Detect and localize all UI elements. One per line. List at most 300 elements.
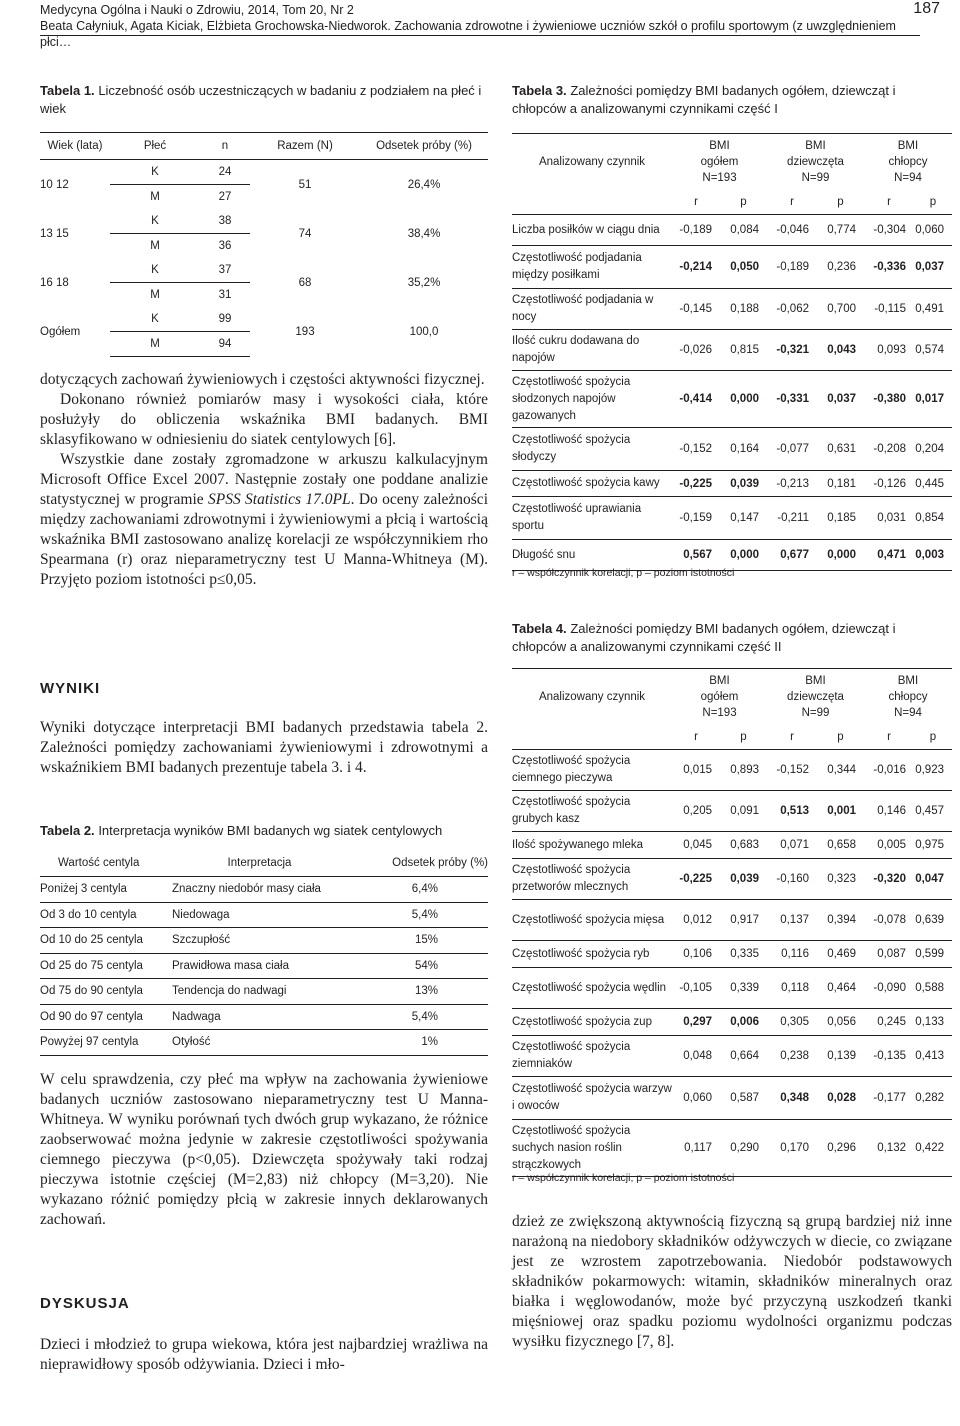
age-group: 13 15 — [40, 227, 69, 240]
factor-label: Częstotliwość spożycia słodyczy — [512, 428, 672, 471]
table-row — [40, 1004, 488, 1030]
r-value: 0,132 — [864, 1120, 914, 1177]
factor-label: Częstotliwość spożycia wędlin — [512, 968, 672, 1009]
table1-caption-text: Liczebność osób uczestniczących w badaniu z podziałem na płeć i wiek — [40, 83, 482, 116]
running-header — [40, 2, 920, 50]
centile-cell: Od 25 do 75 centyla — [40, 953, 172, 979]
stat-subheader: r — [672, 725, 720, 750]
group-header-line: BMI — [709, 140, 730, 152]
table-row — [512, 540, 952, 571]
n-cell: 94 — [200, 332, 250, 357]
article-citation: Beata Całyniuk, Agata Kiciak, Elżbieta Grochowska-Niedworok. Zachowania zdrowotne i żywieniowe uczniów szkół o profilu sportowym (z uwzględnieniem płci… — [40, 19, 896, 49]
share-cell: 13% — [347, 979, 488, 1005]
centile-cell: Od 90 do 97 centyla — [40, 1004, 172, 1030]
table-row — [512, 750, 952, 791]
factor-header: Analizowany czynnik — [512, 134, 672, 191]
share-cell: 54% — [347, 953, 488, 979]
n-cell: 36 — [218, 240, 232, 252]
discussion-paragraph: Dzieci i młodzież to grupa wiekowa, która jest najbardziej wrażliwa na nieprawidłowy sposób odżywiania. Dzieci i mło- — [40, 1336, 488, 1373]
group-header-line: BMI — [805, 140, 826, 152]
r-value: -0,026 — [672, 330, 720, 371]
table2-col-header: Odsetek próby (%) — [347, 850, 488, 877]
factor-label: Częstotliwość podjadania między posiłkami — [512, 246, 672, 289]
r-value: 0,117 — [672, 1120, 720, 1177]
group-header-line: dziewczęta — [787, 156, 844, 168]
r-value: 0,245 — [864, 1009, 914, 1036]
factor-label: Ilość spożywanego mleka — [512, 832, 672, 859]
p-value: 0,923 — [914, 750, 952, 791]
p-value: 0,815 — [720, 330, 767, 371]
r-value: -0,152 — [767, 750, 817, 791]
r-value: -0,078 — [864, 900, 914, 941]
p-value: 0,282 — [914, 1077, 952, 1120]
table-row — [40, 307, 488, 332]
p-value: 0,039 — [720, 859, 767, 900]
r-value: 0,137 — [767, 900, 817, 941]
table3 — [512, 133, 952, 571]
p-value: 0,047 — [914, 859, 952, 900]
total-cell: 74 — [298, 227, 312, 240]
p-value: 0,854 — [914, 497, 952, 540]
sex-cell: K — [110, 307, 200, 332]
factor-label: Częstotliwość spożycia grubych kasz — [512, 791, 672, 832]
p-value: 0,599 — [914, 941, 952, 968]
table-row — [512, 941, 952, 968]
software-name: SPSS Statistics 17.0PL — [207, 491, 351, 508]
p-value: 0,037 — [914, 246, 952, 289]
methods-text — [40, 370, 488, 590]
r-value: 0,677 — [767, 540, 817, 571]
r-value: -0,135 — [864, 1036, 914, 1077]
group-header-line: BMI — [897, 140, 919, 152]
percent-cell: 38,4% — [407, 227, 441, 240]
interpretation-cell: Tendencja do nadwagi — [172, 979, 347, 1005]
r-value: -0,213 — [767, 471, 817, 497]
age-group: Ogółem — [40, 325, 81, 338]
table-row — [512, 289, 952, 330]
table1-col-header: Wiek (lata) — [40, 133, 110, 160]
r-value: 0,205 — [672, 791, 720, 832]
table2-caption-text: Interpretacja wyników BMI badanych wg siatek centylowych — [98, 823, 443, 838]
r-value: -0,090 — [864, 968, 914, 1009]
table1-col-header: n — [200, 133, 250, 160]
sex-cell: K — [110, 160, 200, 185]
table2 — [40, 850, 488, 1056]
group-header-line: BMI — [897, 675, 919, 687]
p-value: 0,164 — [720, 428, 767, 471]
p-value: 0,204 — [914, 428, 952, 471]
p-value: 0,335 — [720, 941, 767, 968]
methods-paragraph-1: dotyczących zachowań żywieniowych i częstości aktywności fizycznej. — [40, 371, 485, 388]
centile-cell: Od 10 do 25 centyla — [40, 928, 172, 954]
table4-label: Tabela 4. — [512, 621, 567, 636]
r-value: -0,320 — [864, 859, 914, 900]
factor-label: Długość snu — [512, 540, 672, 571]
age-group: 16 18 — [40, 276, 69, 289]
p-value: 0,774 — [817, 215, 864, 246]
p-value: 0,491 — [914, 289, 952, 330]
r-value: -0,189 — [767, 246, 817, 289]
table-row — [40, 1030, 488, 1056]
page-number: 187 — [913, 0, 940, 17]
table-row — [512, 215, 952, 246]
p-value: 0,000 — [720, 371, 767, 428]
stat-subheader: p — [817, 725, 864, 750]
bmi-group-header — [767, 669, 864, 726]
r-value: 0,031 — [864, 497, 914, 540]
r-value: 0,348 — [767, 1077, 817, 1120]
r-value: 0,015 — [672, 750, 720, 791]
discussion-continued: dzież ze zwiększoną aktywnością fizyczną są grupą bardziej niż inne narażoną na niedobory składników odżywczych w diecie, co związane jest ze wzrostem zapotrzebowania. Niedobór podstawowych składników pokarmowych: witamin, składników mineralnych oraz białka i węglowodanów, może być przyczyną uszkodzeń tkanki mięśniowej oraz spadku poziomu wydolności organizmu podczas wysiłku fizycznego [7, 8]. — [512, 1213, 952, 1350]
group-header-line: ogółem — [700, 691, 739, 703]
stat-subheader: p — [914, 725, 952, 750]
table2-col-header: Wartość centyla — [40, 850, 172, 877]
table-row — [512, 1120, 952, 1177]
spacer-cell — [512, 190, 672, 215]
interpretation-cell: Nadwaga — [172, 1004, 347, 1030]
r-value: 0,106 — [672, 941, 720, 968]
sex-cell: M — [150, 240, 160, 252]
p-value: 0,344 — [817, 750, 864, 791]
r-value: -0,214 — [672, 246, 720, 289]
table-row — [40, 209, 488, 234]
group-header-line: N=99 — [801, 707, 830, 719]
sex-cell: K — [110, 209, 200, 234]
p-value: 0,147 — [720, 497, 767, 540]
table-row — [512, 471, 952, 497]
r-value: -0,105 — [672, 968, 720, 1009]
sex-cell: M — [150, 289, 160, 301]
bmi-group-header — [672, 669, 767, 726]
table4-note: r – współczynnik korelacji, p – poziom istotności — [512, 1172, 735, 1184]
table-row — [40, 160, 488, 185]
p-value: 0,339 — [720, 968, 767, 1009]
p-value: 0,185 — [817, 497, 864, 540]
table3-caption-text: Zależności pomiędzy BMI badanych ogółem, dziewcząt i chłopców a analizowanymi czynnikami część I — [512, 83, 896, 116]
p-value: 0,290 — [720, 1120, 767, 1177]
r-value: -0,152 — [672, 428, 720, 471]
age-group: 10 12 — [40, 178, 69, 191]
n-cell: 31 — [218, 289, 232, 301]
group-header-line: BMI — [805, 675, 826, 687]
p-value: 0,413 — [914, 1036, 952, 1077]
table-row — [512, 428, 952, 471]
r-value: 0,567 — [672, 540, 720, 571]
r-value: 0,146 — [864, 791, 914, 832]
results-paragraph: Wyniki dotyczące interpretacji BMI badanych przedstawia tabela 2. Zależności pomiędzy zachowaniami żywieniowymi i zdrowotnymi a wskaźnikiem BMI badanych prezentuje tabela 3. i 4. — [40, 719, 488, 776]
p-value: 0,464 — [817, 968, 864, 1009]
methods-paragraph-2: Dokonano również pomiarów masy i wysokości ciała, które posłużyły do obliczenia wskaźnika BMI badanych. BMI sklasyfikowano w odniesieniu do siatek centylowych [6]. — [40, 391, 488, 448]
group-header-line: N=94 — [894, 707, 922, 719]
journal-name: Medycyna Ogólna i Nauki o Zdrowiu, 2014, Tom 20, Nr 2 — [40, 3, 354, 17]
table2-label: Tabela 2. — [40, 823, 95, 838]
bmi-group-header — [767, 134, 864, 191]
interpretation-cell: Szczupłość — [172, 928, 347, 954]
table-row — [512, 859, 952, 900]
group-header-line: N=99 — [801, 172, 830, 184]
p-value: 0,639 — [914, 900, 952, 941]
factor-label: Częstotliwość spożycia zup — [512, 1009, 672, 1036]
factor-label: Częstotliwość podjadania w nocy — [512, 289, 672, 330]
table-row — [512, 246, 952, 289]
table-row — [40, 258, 488, 283]
factor-label: Częstotliwość spożycia ryb — [512, 941, 672, 968]
p-value: 0,457 — [914, 791, 952, 832]
table1-label: Tabela 1. — [40, 83, 95, 98]
table-row — [40, 979, 488, 1005]
percent-cell: 35,2% — [407, 276, 441, 289]
p-value: 0,394 — [817, 900, 864, 941]
r-value: -0,336 — [864, 246, 914, 289]
sex-cell: K — [110, 258, 200, 283]
r-value: 0,093 — [864, 330, 914, 371]
group-header-line: chłopcy — [888, 156, 928, 168]
r-value: -0,380 — [864, 371, 914, 428]
centile-cell: Od 3 do 10 centyla — [40, 902, 172, 928]
percent-cell: 26,4% — [407, 178, 441, 191]
r-value: -0,115 — [864, 289, 914, 330]
stat-subheader: p — [720, 190, 767, 215]
factor-label: Liczba posiłków w ciągu dnia — [512, 215, 672, 246]
p-value: 0,006 — [720, 1009, 767, 1036]
r-value: -0,208 — [864, 428, 914, 471]
r-value: 0,513 — [767, 791, 817, 832]
header-divider — [40, 35, 920, 36]
share-cell: 15% — [347, 928, 488, 954]
table-row — [40, 902, 488, 928]
r-value: -0,331 — [767, 371, 817, 428]
factor-label: Częstotliwość spożycia słodzonych napojów gazowanych — [512, 371, 672, 428]
n-cell: 99 — [200, 307, 250, 332]
table-row — [512, 832, 952, 859]
spacer-cell — [512, 725, 672, 750]
group-header-line: N=94 — [894, 172, 922, 184]
table-row — [512, 1036, 952, 1077]
p-value: 0,091 — [720, 791, 767, 832]
r-value: -0,321 — [767, 330, 817, 371]
table3-caption — [512, 82, 952, 118]
centile-cell: Od 75 do 90 centyla — [40, 979, 172, 1005]
p-value: 0,700 — [817, 289, 864, 330]
p-value: 0,296 — [817, 1120, 864, 1177]
group-header-line: ogółem — [700, 156, 739, 168]
r-value: -0,126 — [864, 471, 914, 497]
table-row — [512, 968, 952, 1009]
table3-label: Tabela 3. — [512, 83, 567, 98]
factor-label: Częstotliwość uprawiania sportu — [512, 497, 672, 540]
bmi-group-header — [864, 669, 952, 726]
table-row — [512, 497, 952, 540]
p-value: 0,236 — [817, 246, 864, 289]
stat-subheader: r — [864, 190, 914, 215]
factor-label: Częstotliwość spożycia warzyw i owoców — [512, 1077, 672, 1120]
r-value: -0,304 — [864, 215, 914, 246]
r-value: 0,118 — [767, 968, 817, 1009]
table1-caption — [40, 82, 490, 118]
r-value: -0,177 — [864, 1077, 914, 1120]
p-value: 0,683 — [720, 832, 767, 859]
r-value: -0,414 — [672, 371, 720, 428]
factor-label: Częstotliwość spożycia kawy — [512, 471, 672, 497]
r-value: -0,016 — [864, 750, 914, 791]
section-title-discussion: DYSKUSJA — [40, 1295, 130, 1312]
p-value: 0,050 — [720, 246, 767, 289]
table2-caption — [40, 822, 490, 840]
p-value: 0,000 — [817, 540, 864, 571]
p-value: 0,000 — [720, 540, 767, 571]
total-cell: 51 — [298, 178, 312, 191]
total-cell: 68 — [298, 276, 312, 289]
n-cell: 24 — [200, 160, 250, 185]
r-value: 0,045 — [672, 832, 720, 859]
methods-paragraph-3: Wszystkie dane zostały zgromadzone w arkuszu kalkulacyjnym Microsoft Office Excel 2007. Następnie zostały one poddane analizie statystycznej w programie SPSS Statistics 17.0PL. Do oceny zależności między zachowaniami zdrowotnymi i żywieniowymi a płcią i wartością wskaźnika BMI zastosowano analizę korelacji ze współczynnikiem rho Spearmana (r) oraz nieparametryczny test U Manna-Whitneya (M). Przyjęto poziom istotności p≤0,05. — [40, 451, 488, 588]
n-cell: 27 — [218, 191, 232, 203]
r-value: -0,062 — [767, 289, 817, 330]
r-value: 0,060 — [672, 1077, 720, 1120]
factor-label: Częstotliwość spożycia mięsa — [512, 900, 672, 941]
r-value: -0,160 — [767, 859, 817, 900]
r-value: 0,087 — [864, 941, 914, 968]
section-title-results: WYNIKI — [40, 680, 101, 697]
r-value: -0,077 — [767, 428, 817, 471]
table4-caption-text: Zależności pomiędzy BMI badanych ogółem, dziewcząt i chłopców a analizowanymi czynnikami część II — [512, 621, 896, 654]
stat-subheader: p — [720, 725, 767, 750]
percent-cell: 100,0 — [409, 325, 439, 338]
table1-col-header: Razem (N) — [250, 133, 360, 160]
share-cell: 5,4% — [347, 1004, 488, 1030]
group-header-line: chłopcy — [888, 691, 928, 703]
p-value: 0,975 — [914, 832, 952, 859]
p-value: 0,664 — [720, 1036, 767, 1077]
p-value: 0,445 — [914, 471, 952, 497]
table2-col-header: Interpretacja — [172, 850, 347, 877]
p-value: 0,631 — [817, 428, 864, 471]
p-value: 0,028 — [817, 1077, 864, 1120]
table-row — [512, 1077, 952, 1120]
factor-label: Częstotliwość spożycia ziemniaków — [512, 1036, 672, 1077]
share-cell: 6,4% — [347, 877, 488, 903]
p-value: 0,917 — [720, 900, 767, 941]
sex-cell: M — [150, 191, 160, 203]
r-value: 0,297 — [672, 1009, 720, 1036]
p-value: 0,588 — [914, 968, 952, 1009]
r-value: -0,211 — [767, 497, 817, 540]
table-row — [512, 1009, 952, 1036]
sex-cell: M — [110, 332, 200, 357]
p-value: 0,139 — [817, 1036, 864, 1077]
p-value: 0,043 — [817, 330, 864, 371]
factor-label: Częstotliwość spożycia ciemnego pieczywa — [512, 750, 672, 791]
p-value: 0,037 — [817, 371, 864, 428]
table-row — [40, 877, 488, 903]
r-value: -0,189 — [672, 215, 720, 246]
table-row — [512, 330, 952, 371]
factor-label: Częstotliwość spożycia suchych nasion roślin strączkowych — [512, 1120, 672, 1177]
p-value: 0,422 — [914, 1120, 952, 1177]
factor-header: Analizowany czynnik — [512, 669, 672, 726]
r-value: 0,471 — [864, 540, 914, 571]
r-value: -0,225 — [672, 471, 720, 497]
centile-cell: Powyżej 97 centyla — [40, 1030, 172, 1056]
sex-comparison-paragraph: W celu sprawdzenia, czy płeć ma wpływ na zachowania żywieniowe badanych uczniów zastosowano nieparametryczny test U Manna-Whitneya. W wyniku porównań tych dwóch grup wykazano, że różnice zaobserwować można jedynie w zakresie częstotliwości spożywania ciemnego pieczywa (p<0,05). Dziewczęta spożywały taki rodzaj pieczywa istotnie częściej (M=2,83) niż chłopcy (M=3,20). Nie wykazano różnić pomiędzy płcią w zakresie innych deklarowanych zachowań. — [40, 1071, 488, 1228]
bmi-group-header — [672, 134, 767, 191]
stat-subheader: r — [672, 190, 720, 215]
r-value: 0,170 — [767, 1120, 817, 1177]
p-value: 0,574 — [914, 330, 952, 371]
p-value: 0,003 — [914, 540, 952, 571]
table-row — [512, 791, 952, 832]
r-value: -0,046 — [767, 215, 817, 246]
group-header-line: BMI — [709, 675, 730, 687]
total-cell: 193 — [295, 325, 315, 338]
stat-subheader: p — [817, 190, 864, 215]
p-value: 0,587 — [720, 1077, 767, 1120]
group-header-line: N=193 — [702, 707, 737, 719]
factor-label: Ilość cukru dodawana do napojów — [512, 330, 672, 371]
n-cell: 38 — [200, 209, 250, 234]
p-value: 0,060 — [914, 215, 952, 246]
n-cell: 37 — [200, 258, 250, 283]
r-value: 0,071 — [767, 832, 817, 859]
r-value: 0,238 — [767, 1036, 817, 1077]
table-row — [40, 928, 488, 954]
share-cell: 1% — [347, 1030, 488, 1056]
table3-note: r – współczynnik korelacji, p – poziom istotności — [512, 567, 735, 579]
p-value: 0,017 — [914, 371, 952, 428]
p-value: 0,039 — [720, 471, 767, 497]
r-value: 0,005 — [864, 832, 914, 859]
r-value: 0,116 — [767, 941, 817, 968]
p-value: 0,001 — [817, 791, 864, 832]
interpretation-cell: Niedowaga — [172, 902, 347, 928]
p-value: 0,181 — [817, 471, 864, 497]
table1-col-header: Płeć — [110, 133, 200, 160]
stat-subheader: r — [864, 725, 914, 750]
p-value: 0,323 — [817, 859, 864, 900]
group-header-line: N=193 — [702, 172, 737, 184]
r-value: 0,305 — [767, 1009, 817, 1036]
r-value: -0,145 — [672, 289, 720, 330]
table4-caption — [512, 620, 952, 656]
p-value: 0,469 — [817, 941, 864, 968]
r-value: 0,048 — [672, 1036, 720, 1077]
stat-subheader: r — [767, 725, 817, 750]
stat-subheader: p — [914, 190, 952, 215]
interpretation-cell: Znaczny niedobór masy ciała — [172, 877, 347, 903]
table-row — [512, 900, 952, 941]
table4 — [512, 668, 952, 1177]
p-value: 0,658 — [817, 832, 864, 859]
p-value: 0,188 — [720, 289, 767, 330]
p-value: 0,056 — [817, 1009, 864, 1036]
bmi-group-header — [864, 134, 952, 191]
group-header-line: dziewczęta — [787, 691, 844, 703]
interpretation-cell: Prawidłowa masa ciała — [172, 953, 347, 979]
factor-label: Częstotliwość spożycia przetworów mlecznych — [512, 859, 672, 900]
table-row — [512, 371, 952, 428]
p-value: 0,084 — [720, 215, 767, 246]
centile-cell: Poniżej 3 centyla — [40, 877, 172, 903]
stat-subheader: r — [767, 190, 817, 215]
interpretation-cell: Otyłość — [172, 1030, 347, 1056]
table-row — [40, 953, 488, 979]
p-value: 0,893 — [720, 750, 767, 791]
share-cell: 5,4% — [347, 902, 488, 928]
r-value: -0,225 — [672, 859, 720, 900]
r-value: -0,159 — [672, 497, 720, 540]
p-value: 0,133 — [914, 1009, 952, 1036]
r-value: 0,012 — [672, 900, 720, 941]
